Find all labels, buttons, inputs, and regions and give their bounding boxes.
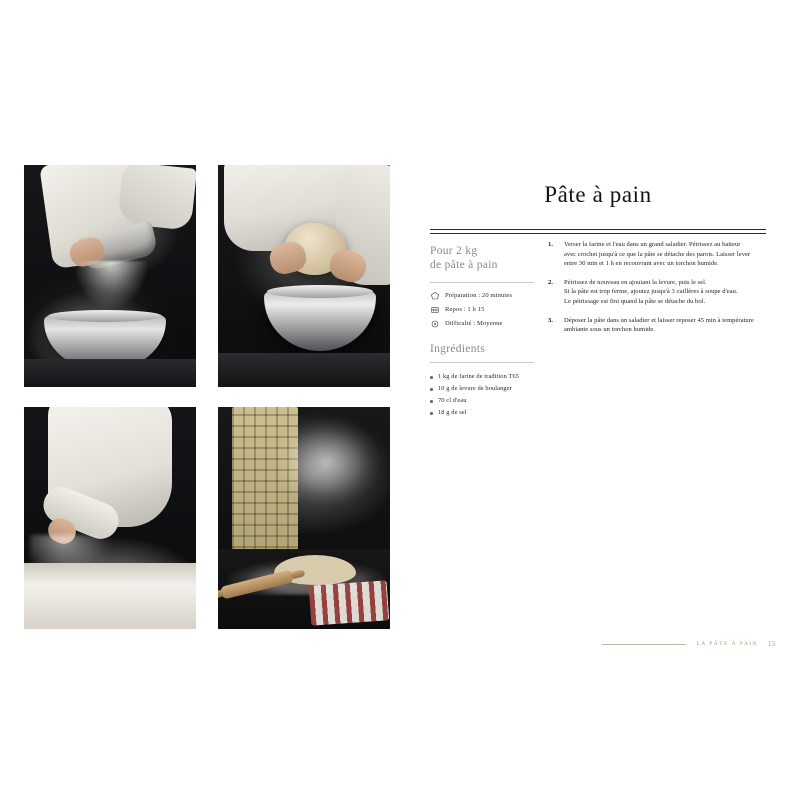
- photo-sifting-flour: [24, 165, 196, 387]
- recipe-steps-column: [548, 240, 768, 344]
- photo-dusting-flour: [24, 407, 196, 629]
- ingredients-divider: [430, 362, 534, 363]
- yield-block: [430, 244, 546, 272]
- page-title: Pâte à pain: [544, 182, 652, 207]
- meta-row-resting: [430, 304, 546, 315]
- footer-label: LA PÂTE À PAIN: [696, 641, 758, 647]
- counter-surface: [218, 353, 390, 387]
- meta-row-difficulty: [430, 318, 546, 329]
- step-line: Verser la farine et l'eau dans un grand saladier. Pétrissez au batteur: [564, 241, 741, 248]
- steps-list: [548, 240, 768, 335]
- step-line: Déposer la pâte dans un saladier et laisser reposer 45 min à température: [564, 316, 754, 324]
- mixer-bowl: [264, 291, 376, 351]
- striped-towel: [309, 580, 390, 625]
- meta-row-preparation: [430, 290, 546, 301]
- floured-worktop: [24, 563, 196, 629]
- step-text: [564, 316, 754, 335]
- counter-surface: [24, 359, 196, 387]
- step-number: 3.: [548, 316, 553, 324]
- photo-grid: [24, 165, 392, 632]
- step-text: [564, 278, 738, 307]
- ingredients-heading: Ingrédients: [430, 343, 486, 355]
- list-item: 70 cl d'eau: [430, 395, 546, 407]
- step-number: 2.: [548, 278, 553, 286]
- prep-time-icon: [430, 291, 440, 301]
- step-line: Pétrissez de nouveau en ajoutant la levure, puis le sel.: [564, 278, 707, 286]
- step-item: [548, 240, 768, 269]
- list-item: 1 kg de farine de tradition T65: [430, 371, 546, 383]
- page-number: 15: [768, 640, 776, 648]
- recipe-meta-column: [430, 244, 546, 419]
- resting-icon: [430, 305, 440, 315]
- step-line: Le pétrissage est fini quand la pâte se détache du bol.: [564, 297, 706, 305]
- photo-dough-rolling-pin: [218, 407, 390, 629]
- chef-sleeve-second: [117, 165, 196, 231]
- list-item: 18 g de sel: [430, 407, 546, 419]
- list-item: 10 g de levure de boulanger: [430, 383, 546, 395]
- step-line: avec crochet jusqu'à ce que la pâte se détache des parois. Laisser lever: [564, 250, 751, 258]
- meta-label-preparation: Préparation : 20 minutes: [445, 292, 513, 299]
- step-line: entre 30 min et 1 h en recouvrant avec un torchon humide.: [564, 260, 719, 268]
- step-line: ambiante sous un torchon humide.: [564, 326, 655, 334]
- flour-burst: [278, 419, 386, 515]
- divider-top: [430, 229, 766, 230]
- footer-divider: [602, 644, 686, 645]
- difficulty-icon: [430, 319, 440, 329]
- divider-top-second: [430, 233, 766, 234]
- meta-label-resting: Repos : 1 h 15: [445, 306, 485, 313]
- step-item: [548, 278, 768, 307]
- meta-divider: [430, 282, 534, 283]
- step-text: [564, 240, 750, 269]
- yield-line-2: de pâte à pain: [430, 259, 498, 271]
- page-footer: [602, 640, 776, 648]
- step-item: [548, 316, 768, 335]
- ingredients-list: [430, 371, 546, 419]
- step-line: Si la pâte est trop ferme, ajoutez jusqu'à 3 cuillères à soupe d'eau.: [564, 288, 738, 296]
- photo-kneading-dough: [218, 165, 390, 387]
- yield-line-1: Pour 2 kg: [430, 245, 478, 257]
- step-number: 1.: [548, 241, 553, 248]
- meta-label-difficulty: Difficulté : Moyenne: [445, 320, 503, 327]
